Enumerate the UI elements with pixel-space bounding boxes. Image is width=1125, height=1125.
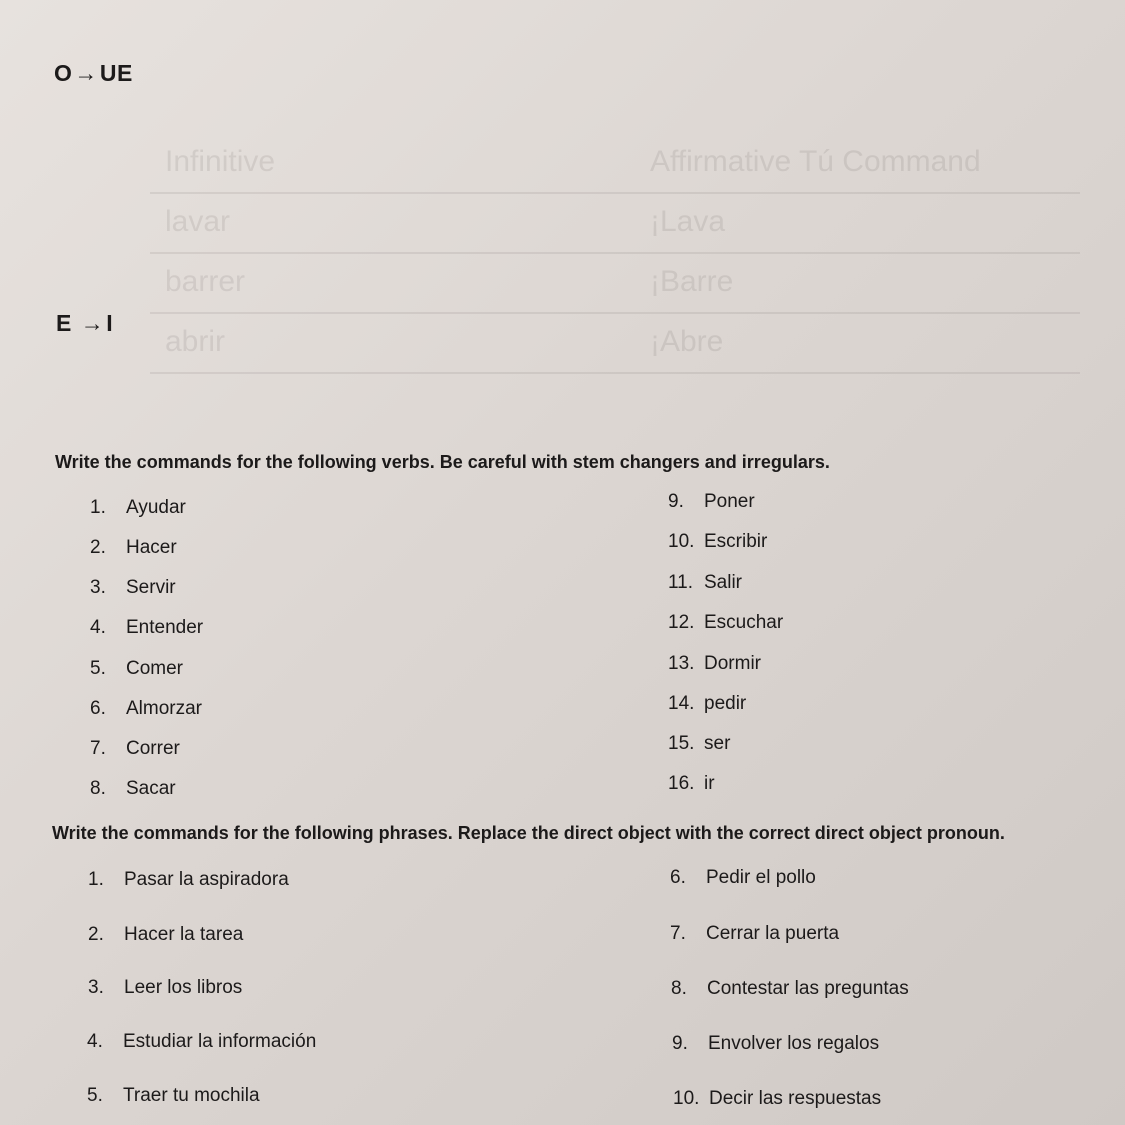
instruction-verbs: Write the commands for the following verbs. Be careful with stem changers and irregulars. [55, 452, 830, 472]
list-item: 11. Salir [668, 572, 743, 593]
list-item: 2. Hacer [90, 537, 177, 558]
list-item: 4. Estudiar la información [87, 1031, 317, 1052]
list-item: 15. ser [668, 733, 731, 754]
list-item: 8. Contestar las preguntas [671, 978, 909, 999]
heading-e-i: E →I [56, 310, 114, 336]
list-item: 6. Almorzar [90, 698, 203, 719]
list-item: 6. Pedir el pollo [670, 867, 816, 888]
list-item: 1. Ayudar [90, 497, 186, 518]
list-item: 9. Poner [668, 491, 755, 512]
list-item: 14. pedir [668, 693, 747, 714]
list-item: 3. Servir [90, 577, 176, 598]
list-item: 13. Dormir [668, 653, 761, 674]
list-item: 3. Leer los libros [88, 977, 243, 998]
list-item: 10. Decir las respuestas [673, 1088, 882, 1109]
list-item: 7. Cerrar la puerta [670, 923, 840, 944]
instruction-phrases: Write the commands for the following phrases. Replace the direct object with the correct direct object pronoun. [52, 823, 1005, 843]
list-item: 8. Sacar [90, 778, 176, 799]
list-item: 1. Pasar la aspiradora [88, 869, 289, 890]
list-item: 12. Escuchar [668, 612, 784, 633]
list-item: 7. Correr [90, 738, 180, 759]
list-item: 9. Envolver los regalos [672, 1033, 880, 1054]
list-item: 5. Comer [90, 658, 184, 679]
heading-o-ue: O→UE [54, 60, 133, 86]
list-item: 2. Hacer la tarea [88, 924, 244, 945]
list-item: 5. Traer tu mochila [87, 1085, 260, 1106]
list-item: 16. ir [668, 773, 715, 794]
list-item: 10. Escribir [668, 531, 768, 552]
list-item: 4. Entender [90, 617, 204, 638]
